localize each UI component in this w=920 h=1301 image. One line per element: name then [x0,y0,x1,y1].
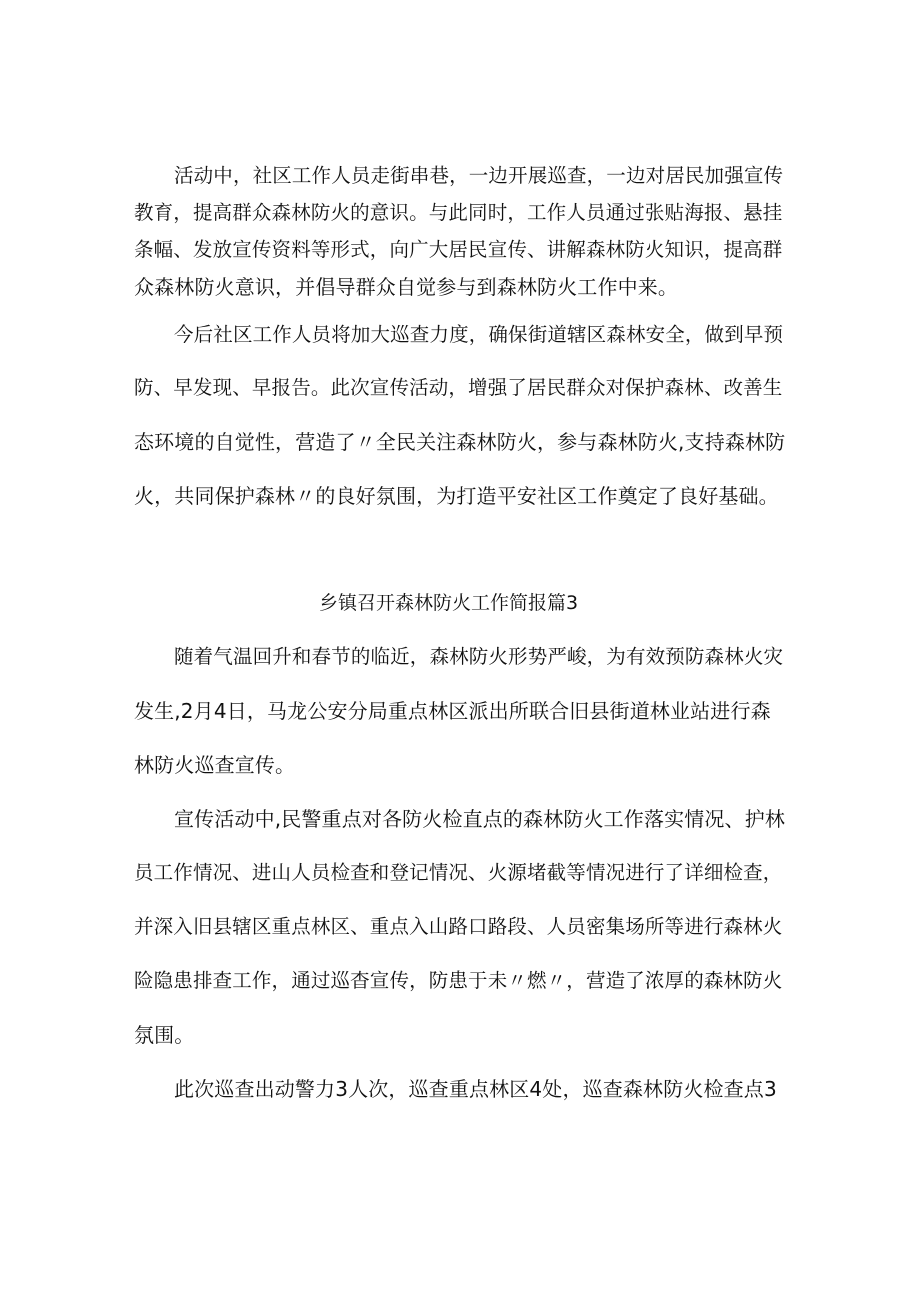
paragraph-line: 险隐患排查工作，通过巡杳宣传，防患于未〃燃〃，营造了浓厚的森林防火 [134,969,783,992]
paragraph-line: 防、早发现、早报告。此次宣传活动，增强了居民群众对保护森林、改善生 [134,376,783,399]
paragraph-line: 态环境的自觉性，营造了〃全民关注森林防火，参与森林防火,支持森林防 [134,430,786,454]
paragraph-line: 员工作情况、进山人员检查和登记情况、火源堵截等情况进行了详细检查， [134,861,783,884]
section-title: 乡镇召开森林防火工作简报篇3 [319,592,579,614]
paragraph-line: 教育，提高群众森林防火的意识。与此同时，工作人员通过张贴海报、悬挂 [134,201,783,224]
paragraph-line: 并深入旧县辖区重点林区、重点入山路口路段、人员密集场所等进行森林火 [134,915,783,938]
paragraph-line: 此次巡查出动警力3人次，巡查重点林区4处，巡查森林防火检查点3 [174,1077,777,1101]
paragraph-line: 随着气温回升和春节的临近，森林防火形势严峻，为有效预防森林火灾 [174,645,784,668]
paragraph-line: 活动中，社区工作人员走街串巷，一边开展巡查，一边对居民加强宣传 [174,164,784,187]
paragraph-line: 氛围。 [134,1023,195,1047]
paragraph-line: 宣传活动中,民警重点对各防火检直点的森林防火工作落实情况、护林 [174,807,786,831]
paragraph-line: 众森林防火意识，并倡导群众自觉参与到森林防火工作中来。 [134,275,679,299]
paragraph-line: 发生,2月4日，马龙公安分局重点林区派出所联合旧县街道林业站进行森 [134,699,771,723]
paragraph-line: 今后社区工作人员将加大巡查力度，确保街道辖区森林安全，做到早预 [174,323,784,346]
paragraph-line: 林防火巡查宣传。 [134,753,296,777]
paragraph-line: 条幅、发放宣传资料等形式，向广大居民宣传、讲解森林防火知识，提高群 [134,238,783,261]
paragraph-line: 火，共同保护森林〃的良好氛围，为打造平安社区工作奠定了良好基础。 [134,484,779,508]
